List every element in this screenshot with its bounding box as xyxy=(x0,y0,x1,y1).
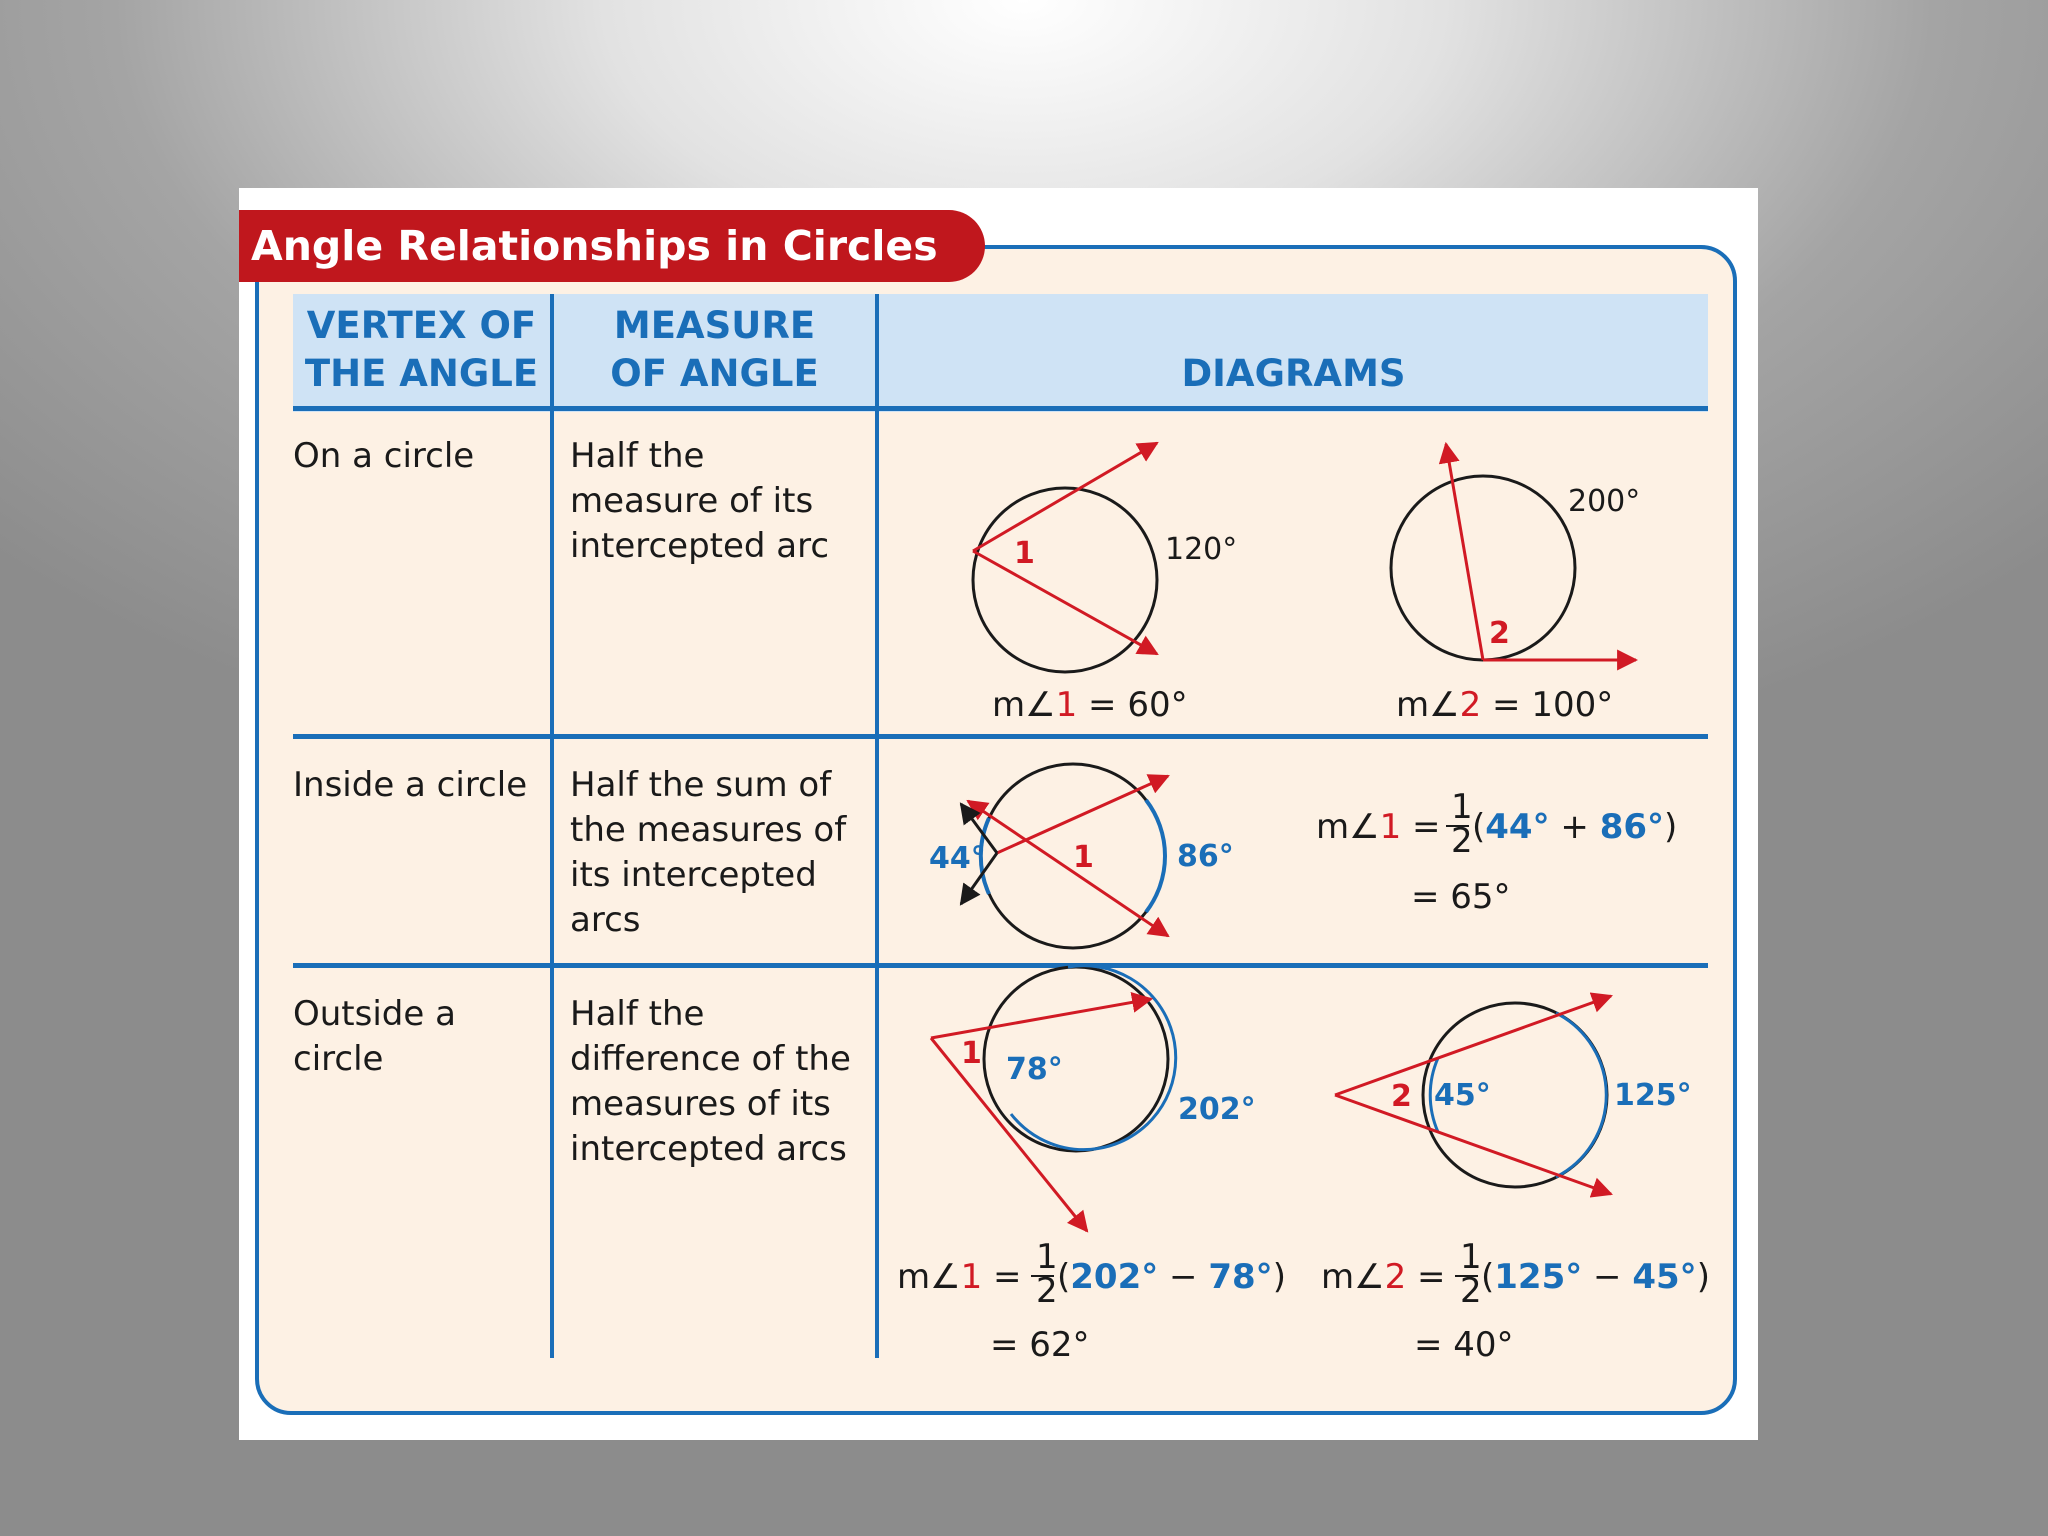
arc-large-label: 202° xyxy=(1178,1092,1256,1127)
row3-vertex: Outside a circle xyxy=(293,994,456,1079)
frac-den: 2 xyxy=(1036,1271,1058,1311)
diagram-inscribed-angle-1 xyxy=(973,443,1237,725)
circle xyxy=(1391,476,1575,660)
chord-ray-lower xyxy=(973,551,1157,654)
row1-vertex: On a circle xyxy=(293,436,475,476)
angle-label: 1 xyxy=(1073,840,1094,875)
frac-den: 2 xyxy=(1460,1271,1482,1311)
frac-num: 1 xyxy=(1460,1237,1482,1277)
arc-label: 200° xyxy=(1568,484,1641,519)
arc-left-label: 44° xyxy=(929,841,986,876)
row2-vertex: Inside a circle xyxy=(293,765,528,805)
formula-inside-line1: m∠1 = xyxy=(1316,807,1441,847)
frac-den: 2 xyxy=(1451,821,1473,861)
formula-inside-terms: (44° + 86°) xyxy=(1472,807,1678,847)
header-vertex-line1: VERTEX OF xyxy=(306,304,537,347)
formula-outside-2-result: = 40° xyxy=(1414,1325,1514,1365)
equation-2: m∠2 = 100° xyxy=(1396,685,1614,725)
angle-label: 2 xyxy=(1391,1079,1412,1114)
frac-num: 1 xyxy=(1036,1237,1058,1277)
header-measure-line1: MEASURE xyxy=(613,304,816,347)
angle-label: 1 xyxy=(1014,536,1035,571)
frac-num: 1 xyxy=(1451,787,1473,827)
header-diagrams-label: DIAGRAMS xyxy=(1181,352,1406,395)
angle-label: 1 xyxy=(961,1036,982,1071)
formula-outside-1-line1: m∠1 = xyxy=(897,1257,1022,1297)
arc-right xyxy=(1146,800,1165,912)
diagram-intersecting-chords xyxy=(929,764,1234,948)
angle-label: 2 xyxy=(1489,616,1510,651)
equation-1: m∠1 = 60° xyxy=(992,685,1188,725)
secant-upper xyxy=(931,999,1151,1038)
header-vertex-line2: THE ANGLE xyxy=(304,352,539,395)
formula-outside-2-terms: (125° − 45°) xyxy=(1481,1257,1710,1297)
arc-right-label: 86° xyxy=(1177,839,1234,874)
arc-small-label: 45° xyxy=(1434,1078,1491,1113)
arc-small-label: 78° xyxy=(1006,1052,1063,1087)
circle xyxy=(973,488,1157,672)
formula-outside-2 xyxy=(1321,1237,1710,1365)
diagrams-layer xyxy=(239,188,1758,1440)
arc-label: 120° xyxy=(1165,532,1238,567)
header-measure-line2: OF ANGLE xyxy=(610,352,819,395)
diagram-outside-angle-1 xyxy=(931,966,1256,1231)
page-title: Angle Relationships in Circles xyxy=(239,210,985,282)
formula-outside-1-result: = 62° xyxy=(990,1325,1090,1365)
formula-outside-1 xyxy=(897,1237,1286,1365)
formula-inside xyxy=(1316,787,1677,917)
diagram-outside-angle-2 xyxy=(1335,996,1692,1194)
arc-right xyxy=(1556,1013,1606,1177)
formula-outside-1-terms: (202° − 78°) xyxy=(1057,1257,1286,1297)
slide xyxy=(239,188,1758,1440)
arc-large-label: 125° xyxy=(1614,1078,1692,1113)
row3-measure: Half the difference of the measures of its intercepted arcs xyxy=(570,994,851,1169)
formula-inside-result: = 65° xyxy=(1411,877,1511,917)
row1-measure: Half the measure of its intercepted arc xyxy=(570,436,830,566)
chord-ray-upper xyxy=(973,443,1157,551)
formula-outside-2-line1: m∠2 = xyxy=(1321,1257,1446,1297)
diagram-tangent-chord-angle-2 xyxy=(1391,444,1640,725)
row2-measure: Half the sum of the measures of its intercepted arcs xyxy=(570,765,847,940)
